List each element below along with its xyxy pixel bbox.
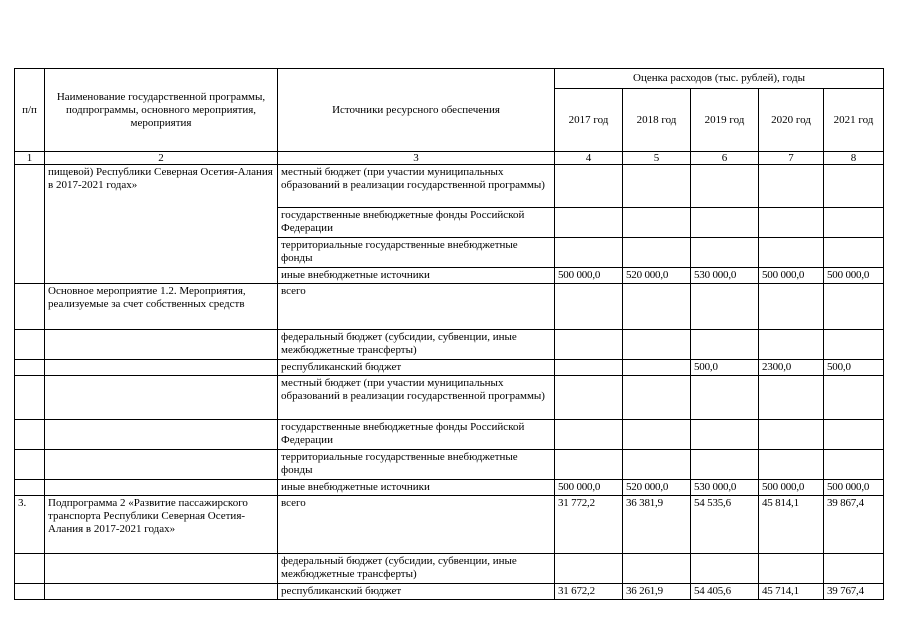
source-cell: всего xyxy=(278,496,555,554)
value-cell xyxy=(555,284,623,330)
value-cell xyxy=(555,330,623,360)
value-cell xyxy=(623,165,691,208)
table-row xyxy=(15,584,884,600)
value-cell xyxy=(691,284,759,330)
value-cell xyxy=(555,450,623,480)
program-name xyxy=(45,554,278,584)
value-cell xyxy=(759,238,824,268)
program-name: Основное мероприятие 1.2. Мероприятия, реализуемые за счет собственных средств xyxy=(45,284,278,330)
value-cell xyxy=(759,165,824,208)
value-cell xyxy=(623,330,691,360)
header-num: п/п xyxy=(15,69,45,152)
value-cell: 500 000,0 xyxy=(555,480,623,496)
value-cell xyxy=(824,450,884,480)
value-cell: 500,0 xyxy=(691,360,759,376)
index-cell: 7 xyxy=(759,152,824,165)
source-cell: иные внебюджетные источники xyxy=(278,268,555,284)
table-row xyxy=(15,165,884,208)
budget-table xyxy=(14,68,884,600)
header-name: Наименование государственной программы, подпрограммы, основного мероприятия, мероприятия xyxy=(45,69,278,152)
program-name xyxy=(45,376,278,420)
table-row xyxy=(15,554,884,584)
program-name xyxy=(45,480,278,496)
value-cell xyxy=(824,376,884,420)
value-cell xyxy=(759,420,824,450)
value-cell xyxy=(691,208,759,238)
value-cell: 520 000,0 xyxy=(623,480,691,496)
value-cell xyxy=(824,238,884,268)
table-row xyxy=(15,376,884,420)
value-cell: 2300,0 xyxy=(759,360,824,376)
row-num xyxy=(15,420,45,450)
value-cell: 36 381,9 xyxy=(623,496,691,554)
row-num xyxy=(15,360,45,376)
index-cell: 2 xyxy=(45,152,278,165)
value-cell xyxy=(759,376,824,420)
value-cell: 500 000,0 xyxy=(759,268,824,284)
index-cell: 8 xyxy=(824,152,884,165)
value-cell xyxy=(691,330,759,360)
value-cell xyxy=(691,420,759,450)
source-cell: местный бюджет (при участии муниципальных образований в реализации государственной программы) xyxy=(278,165,555,208)
value-cell: 36 261,9 xyxy=(623,584,691,600)
value-cell xyxy=(555,238,623,268)
value-cell: 54 535,6 xyxy=(691,496,759,554)
table-row xyxy=(15,420,884,450)
value-cell: 500 000,0 xyxy=(824,480,884,496)
value-cell xyxy=(824,420,884,450)
source-cell: территориальные государственные внебюджетные фонды xyxy=(278,238,555,268)
row-num xyxy=(15,584,45,600)
row-num xyxy=(15,376,45,420)
index-cell: 1 xyxy=(15,152,45,165)
value-cell: 45 714,1 xyxy=(759,584,824,600)
value-cell xyxy=(623,554,691,584)
program-name xyxy=(45,584,278,600)
value-cell xyxy=(555,360,623,376)
value-cell xyxy=(623,208,691,238)
value-cell xyxy=(759,330,824,360)
value-cell xyxy=(555,554,623,584)
header-year: 2021 год xyxy=(824,89,884,152)
value-cell xyxy=(623,420,691,450)
value-cell xyxy=(759,554,824,584)
value-cell: 500,0 xyxy=(824,360,884,376)
source-cell: государственные внебюджетные фонды Российской Федерации xyxy=(278,208,555,238)
value-cell xyxy=(691,376,759,420)
value-cell: 530 000,0 xyxy=(691,480,759,496)
value-cell: 500 000,0 xyxy=(555,268,623,284)
program-name xyxy=(45,360,278,376)
value-cell xyxy=(824,330,884,360)
value-cell: 31 772,2 xyxy=(555,496,623,554)
header-cost: Оценка расходов (тыс. рублей), годы xyxy=(555,69,884,89)
value-cell: 45 814,1 xyxy=(759,496,824,554)
index-row xyxy=(15,152,884,165)
table-row xyxy=(15,496,884,554)
value-cell: 500 000,0 xyxy=(824,268,884,284)
index-cell: 3 xyxy=(278,152,555,165)
table-row xyxy=(15,480,884,496)
value-cell xyxy=(623,284,691,330)
source-cell: государственные внебюджетные фонды Российской Федерации xyxy=(278,420,555,450)
value-cell xyxy=(691,165,759,208)
value-cell xyxy=(555,420,623,450)
table-row xyxy=(15,360,884,376)
header-year: 2020 год xyxy=(759,89,824,152)
row-num xyxy=(15,284,45,330)
value-cell xyxy=(623,360,691,376)
index-cell: 5 xyxy=(623,152,691,165)
value-cell xyxy=(759,208,824,238)
value-cell xyxy=(759,450,824,480)
program-name xyxy=(45,450,278,480)
index-cell: 4 xyxy=(555,152,623,165)
value-cell xyxy=(824,554,884,584)
source-cell: всего xyxy=(278,284,555,330)
source-cell: федеральный бюджет (субсидии, субвенции, иные межбюджетные трансферты) xyxy=(278,554,555,584)
value-cell: 500 000,0 xyxy=(759,480,824,496)
table-row xyxy=(15,450,884,480)
value-cell: 520 000,0 xyxy=(623,268,691,284)
value-cell: 39 867,4 xyxy=(824,496,884,554)
value-cell xyxy=(555,208,623,238)
value-cell xyxy=(759,284,824,330)
value-cell: 39 767,4 xyxy=(824,584,884,600)
row-num xyxy=(15,450,45,480)
index-cell: 6 xyxy=(691,152,759,165)
header-year: 2018 год xyxy=(623,89,691,152)
source-cell: иные внебюджетные источники xyxy=(278,480,555,496)
source-cell: местный бюджет (при участии муниципальных образований в реализации государственной программы) xyxy=(278,376,555,420)
row-num xyxy=(15,330,45,360)
source-cell: территориальные государственные внебюджетные фонды xyxy=(278,450,555,480)
value-cell xyxy=(623,450,691,480)
program-name: Подпрограмма 2 «Развитие пассажирского транспорта Республики Северная Осетия-Алания в 2017-2021 годах» xyxy=(45,496,278,554)
value-cell xyxy=(691,238,759,268)
value-cell xyxy=(691,554,759,584)
header-year: 2019 год xyxy=(691,89,759,152)
value-cell xyxy=(623,376,691,420)
program-name xyxy=(45,420,278,450)
table-row xyxy=(15,330,884,360)
value-cell: 54 405,6 xyxy=(691,584,759,600)
program-name xyxy=(45,330,278,360)
row-num xyxy=(15,554,45,584)
value-cell xyxy=(623,238,691,268)
value-cell: 31 672,2 xyxy=(555,584,623,600)
row-num: 3. xyxy=(15,496,45,554)
value-cell xyxy=(824,208,884,238)
value-cell xyxy=(555,165,623,208)
row-num xyxy=(15,165,45,284)
value-cell xyxy=(555,376,623,420)
header-source: Источники ресурсного обеспечения xyxy=(278,69,555,152)
value-cell xyxy=(691,450,759,480)
source-cell: федеральный бюджет (субсидии, субвенции, иные межбюджетные трансферты) xyxy=(278,330,555,360)
source-cell: республиканский бюджет xyxy=(278,360,555,376)
source-cell: республиканский бюджет xyxy=(278,584,555,600)
header-year: 2017 год xyxy=(555,89,623,152)
row-num xyxy=(15,480,45,496)
value-cell xyxy=(824,165,884,208)
value-cell xyxy=(824,284,884,330)
value-cell: 530 000,0 xyxy=(691,268,759,284)
program-name: пищевой) Республики Северная Осетия-Алания в 2017-2021 годах» xyxy=(45,165,278,284)
table-row xyxy=(15,284,884,330)
